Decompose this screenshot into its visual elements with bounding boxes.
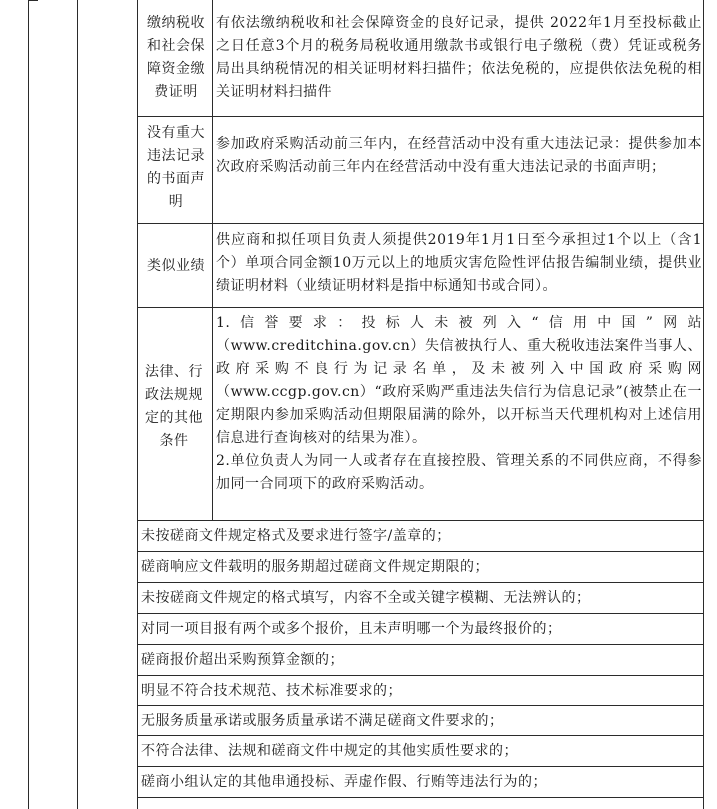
grid-line-col1 — [77, 0, 78, 809]
row-divider — [137, 735, 704, 736]
requirement-content-performance: 供应商和拟任项目负责人须提供2019年1月1日至今承担过1个以上（含1个）单项合同金额10万元以上的地质灾害危险性评估报告编制业绩，提供业绩证明材料（业绩证明材料是指中标通知书或合同）。 — [216, 232, 702, 294]
grid-line-right — [703, 0, 704, 809]
row-divider — [137, 675, 704, 676]
requirement-label-performance: 类似业绩 — [147, 258, 205, 274]
grid-line-top-left — [28, 0, 38, 1]
requirement-label-no-violation: 没有重大违法记录的书面声明 — [147, 125, 205, 210]
row-divider — [137, 705, 704, 706]
requirement-content-tax: 有依法缴纳税收和社会保障资金的良好记录，提供 2022年1月至投标截止之日任意3个月的税务局税收通用缴款书或银行电子缴税（费）凭证或税务局出具纳税情况的相关证明材料扫描件；依法免税的，应提供依法免税的相关证明材料扫描件 — [216, 15, 702, 100]
requirement-content-no-violation: 参加政府采购活动前三年内，在经营活动中没有重大违法记录：提供参加本次政府采购活动前三年内在经营活动中没有重大违法记录的书面声明； — [216, 136, 702, 175]
rejection-item: 无服务质量承诺或服务质量承诺不满足磋商文件要求的； — [141, 713, 504, 729]
rejection-item: 对同一项目报有两个或多个报价，且未声明哪一个为最终报价的； — [141, 621, 562, 637]
grid-line-left — [28, 0, 29, 809]
row-divider — [137, 582, 704, 583]
rejection-item: 磋商报价超出采购预算金额的； — [141, 652, 344, 668]
row-divider — [137, 116, 704, 117]
requirement-content-other-conditions: 1.信誉要求：投标人未被列入“信用中国”网站（www.creditchina.gov.cn）失信被执行人、重大税收违法案件当事人、政府采购不良行为记录名单，及未被列入中国政府采购网（www.ccgp.gov.cn）“政府采购严重违法失信行为信息记录”(被禁止在一定期限内参加采购活动但期限届满的除外，以开标当天代理机构对上述信用信息进行查询核对的结果为准）。 2.单位负责人为同一人或者存在直接控股、管理关系的不同供应商，不得参加同一合同项下的政府采购活动。 — [216, 315, 702, 492]
rejection-item: 磋商响应文件载明的服务期超过磋商文件规定期限的； — [141, 559, 489, 575]
rejection-item: 明显不符合技术规范、技术标准要求的； — [141, 683, 402, 699]
requirement-label-tax: 缴纳税收和社会保障资金缴费证明 — [147, 15, 205, 100]
rejection-item: 未按磋商文件规定的格式填写，内容不全或关键字模糊、无法辨认的； — [141, 590, 591, 606]
row-divider — [137, 613, 704, 614]
rejection-item: 磋商小组认定的其他串通投标、弄虚作假、行贿等违法行为的； — [141, 774, 547, 790]
row-divider — [137, 307, 704, 308]
row-divider — [137, 644, 704, 645]
row-divider — [137, 223, 704, 224]
row-divider — [137, 551, 704, 552]
requirement-label-other-conditions: 法律、行政法规规定的其他条件 — [145, 364, 203, 449]
row-divider — [137, 797, 704, 798]
row-divider — [137, 766, 704, 767]
rejection-item: 未按磋商文件规定格式及要求进行签字/盖章的； — [141, 528, 451, 544]
rejection-item: 不符合法律、法规和磋商文件中规定的其他实质性要求的； — [141, 743, 518, 759]
row-divider — [137, 520, 704, 521]
